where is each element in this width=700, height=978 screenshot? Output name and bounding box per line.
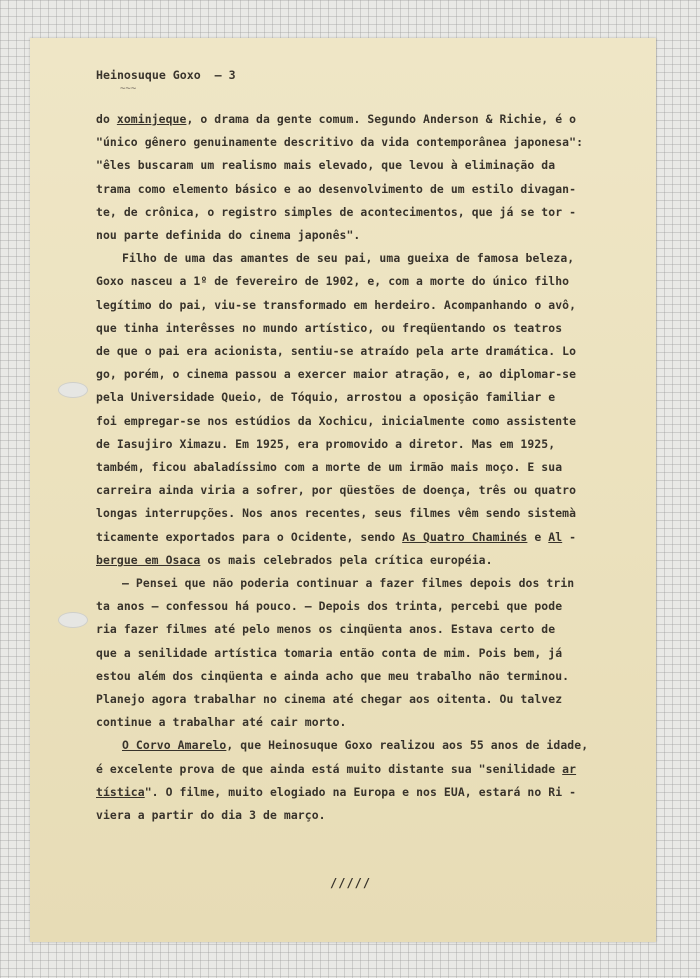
underlined-text: bergue em Osaca — [96, 552, 201, 567]
text-line — [96, 201, 640, 224]
text-line — [96, 386, 640, 409]
text-line — [96, 642, 640, 665]
text-segment: longas interrupções. Nos anos recentes, seus filmes vêm sendo sistemà — [96, 506, 577, 521]
text-segment: , que Heinosuque Goxo realizou aos 55 anos de idade, — [226, 738, 589, 753]
header-title: Heinosuque Goxo — [96, 68, 201, 82]
text-segment: , o drama da gente comum. Segundo Anderson & Richie, é o — [186, 112, 577, 126]
text-line — [96, 224, 640, 247]
punch-hole — [58, 382, 88, 398]
body-text — [96, 108, 640, 827]
text-segment: "êles buscaram um realismo mais elevado, que levou à eliminação da — [96, 158, 556, 173]
text-line — [96, 526, 640, 549]
text-segment: de Iasujiro Ximazu. Em 1925, era promovido a diretor. Mas em 1925, — [96, 436, 556, 451]
text-segment: - — [562, 529, 577, 544]
paragraph — [96, 572, 640, 734]
text-line — [96, 758, 640, 781]
text-segment: Planejo agora trabalhar no cinema até chegar aos oitenta. Ou talvez — [96, 692, 563, 707]
text-segment: de que o pai era acionista, sentiu-se atraído pela arte dramática. Lo — [96, 344, 577, 359]
header-separator: – — [214, 68, 222, 82]
underlined-text: ar — [562, 761, 577, 776]
text-segment: ta anos — confessou há pouco. — Depois dos trinta, percebi que pode — [96, 599, 563, 614]
text-line — [96, 595, 640, 618]
text-line — [96, 665, 640, 688]
underlined-text: Al — [548, 529, 563, 544]
text-segment: ria fazer filmes até pelo menos os cinqüenta anos. Estava certo de — [96, 622, 556, 637]
text-line — [96, 270, 640, 293]
text-segment: continue a trabalhar até cair morto. — [96, 715, 347, 730]
text-segment: os mais celebrados pela crítica européia. — [200, 552, 493, 567]
underlined-text: xominjeque — [116, 112, 187, 126]
text-segment: pela Universidade Queio, de Tóquio, arrostou a oposição familiar e — [96, 390, 556, 405]
text-line — [96, 479, 640, 502]
text-line — [96, 688, 640, 711]
text-segment: que tinha interêsses no mundo artístico, ou freqüentando os teatros — [96, 320, 563, 335]
underlined-text: As Quatro Chaminés — [402, 529, 528, 544]
text-segment: viera a partir do dia 3 de março. — [96, 808, 326, 823]
text-line — [96, 572, 640, 595]
text-line — [96, 456, 640, 479]
punch-hole — [58, 612, 88, 628]
text-segment: que a senilidade artística tomaria então conta de mim. Pois bem, já — [96, 645, 563, 660]
text-segment: foi empregar-se nos estúdios da Xochicu, inicialmente como assistente — [96, 413, 577, 428]
text-segment: e — [527, 529, 549, 544]
text-line — [96, 734, 640, 757]
text-segment: estou além dos cinqüenta e ainda acho que meu trabalho não terminou. — [96, 668, 570, 683]
text-segment: trama como elemento básico e ao desenvolvimento de um estilo divagan- — [96, 181, 577, 196]
end-mark: ///// — [330, 876, 372, 890]
text-line — [96, 131, 640, 154]
text-line — [96, 502, 640, 525]
text-line — [96, 433, 640, 456]
handwritten-mark: ~~~ — [120, 84, 137, 94]
text-segment: ". O filme, muito elogiado na Europa e nos EUA, estará no Ri - — [144, 784, 577, 799]
underlined-text: tística — [96, 784, 145, 799]
text-line — [96, 154, 640, 177]
text-segment: ticamente exportados para o Ocidente, sendo — [96, 529, 403, 544]
text-line — [96, 618, 640, 641]
text-segment: — Pensei que não poderia continuar a fazer filmes depois dos trin — [122, 576, 575, 591]
paragraph — [96, 247, 640, 572]
text-line — [96, 247, 640, 270]
text-segment: "único gênero genuinamente descritivo da vida contemporânea japonesa": — [96, 135, 584, 150]
text-segment: do — [96, 112, 117, 126]
text-line — [96, 549, 640, 572]
paragraph — [96, 734, 640, 827]
text-line — [96, 340, 640, 363]
text-line — [96, 317, 640, 340]
text-segment: go, porém, o cinema passou a exercer maior atração, e, ao diplomar-se — [96, 367, 577, 382]
text-line — [96, 781, 640, 804]
text-line — [96, 108, 640, 131]
text-line — [96, 178, 640, 201]
text-segment: Filho de uma das amantes de seu pai, uma gueixa de famosa beleza, — [122, 251, 575, 266]
page-number: 3 — [228, 68, 236, 82]
text-line — [96, 363, 640, 386]
text-segment: Goxo nasceu a 1º de fevereiro de 1902, e, com a morte do único filho — [96, 274, 570, 289]
typewritten-page — [30, 38, 656, 942]
text-line — [96, 294, 640, 317]
text-segment: carreira ainda viria a sofrer, por qüestões de doença, três ou quatro — [96, 483, 577, 498]
text-segment: também, ficou abaladíssimo com a morte de um irmão mais moço. E sua — [96, 460, 563, 475]
text-line — [96, 711, 640, 734]
text-segment: te, de crônica, o registro simples de acontecimentos, que já se tor - — [96, 204, 577, 219]
page-header — [96, 68, 236, 82]
text-segment: legítimo do pai, viu-se transformado em herdeiro. Acompanhando o avô, — [96, 297, 577, 312]
underlined-text: O Corvo Amarelo — [122, 738, 227, 753]
text-line — [96, 804, 640, 827]
text-line — [96, 410, 640, 433]
text-segment: é excelente prova de que ainda está muito distante sua "senilidade — [96, 761, 563, 776]
paragraph — [96, 108, 640, 247]
text-segment: nou parte definida do cinema japonês". — [96, 228, 361, 243]
